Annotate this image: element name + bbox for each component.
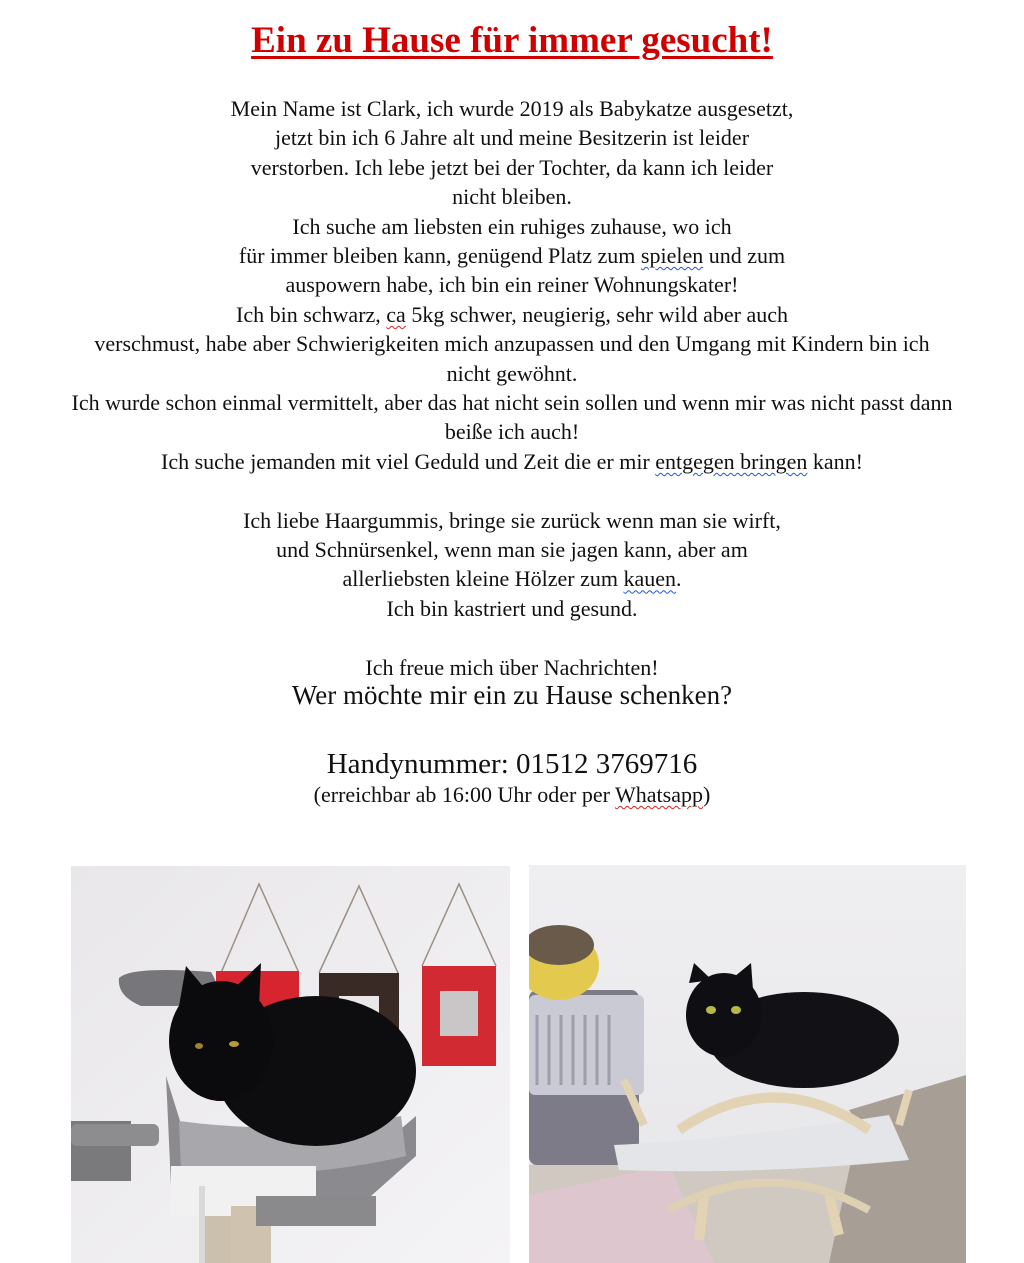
text-fragment: allerliebsten kleine Hölzer zum	[342, 566, 624, 592]
paragraph-gap	[0, 476, 1024, 505]
text-line	[0, 300, 1024, 329]
cat-photo-hammock	[529, 865, 966, 1263]
paragraph-gap	[0, 623, 1024, 652]
text-fragment: )	[703, 782, 711, 807]
spellcheck-word: kauen	[623, 566, 677, 592]
closing-line: Ich freue mich über Nachrichten!	[365, 654, 659, 680]
text-fragment: Ich bin schwarz,	[236, 301, 387, 327]
text-line: nicht gewöhnt.	[446, 360, 578, 386]
text-line: verschmust, habe aber Schwierigkeiten mich anzupassen und den Umgang mit Kindern bin ich	[94, 331, 930, 357]
spellcheck-word: ca	[386, 301, 406, 327]
text-line: Mein Name ist Clark, ich wurde 2019 als Babykatze ausgesetzt,	[230, 96, 794, 121]
text-line: Ich wurde schon einmal vermittelt, aber das hat nicht sein sollen und wenn mir was nicht passt dann	[71, 390, 953, 416]
text-fragment: für immer bleiben kann, genügend Platz zum	[238, 243, 641, 269]
text-line: beiße ich auch!	[444, 419, 580, 445]
text-fragment: Ich suche jemanden mit viel Geduld und Zeit die er mir	[161, 448, 656, 474]
description-text	[0, 94, 1024, 682]
text-line: Ich liebe Haargummis, bringe sie zurück wenn man sie wirft,	[243, 507, 781, 533]
text-line: Ich suche am liebsten ein ruhiges zuhause, wo ich	[292, 213, 732, 239]
text-fragment: und zum	[703, 243, 786, 269]
text-line: und Schnürsenkel, wenn man sie jagen kann, aber am	[276, 537, 748, 563]
text-fragment: 5kg schwer, neugierig, sehr wild aber auch	[405, 301, 788, 327]
text-fragment: kann!	[807, 448, 863, 474]
text-fragment: (erreichbar ab 16:00 Uhr oder per	[313, 782, 616, 807]
text-line: jetzt bin ich 6 Jahre alt und meine Besitzerin ist leider	[274, 125, 750, 151]
spellcheck-word: Whatsapp	[615, 782, 703, 807]
text-line: auspowern habe, ich bin ein reiner Wohnungskater!	[285, 272, 739, 298]
phone-number: Handynummer: 01512 3769716	[326, 748, 698, 780]
page-title: Ein zu Hause für immer gesucht!	[251, 20, 773, 61]
spellcheck-word: spielen	[640, 243, 704, 269]
text-line: verstorben. Ich lebe jetzt bei der Tochter, da kann ich leider	[250, 154, 774, 180]
text-line	[0, 241, 1024, 270]
cat-photo-scratching-post	[71, 866, 510, 1263]
text-line: nicht bleiben.	[452, 184, 572, 210]
text-line	[0, 447, 1024, 476]
spellcheck-word: entgegen bringen	[655, 448, 808, 474]
text-fragment: .	[676, 566, 682, 592]
text-line	[0, 564, 1024, 593]
reachability-note	[0, 781, 1024, 809]
text-line: Ich bin kastriert und gesund.	[386, 595, 638, 621]
adoption-question: Wer möchte mir ein zu Hause schenken?	[291, 680, 733, 710]
